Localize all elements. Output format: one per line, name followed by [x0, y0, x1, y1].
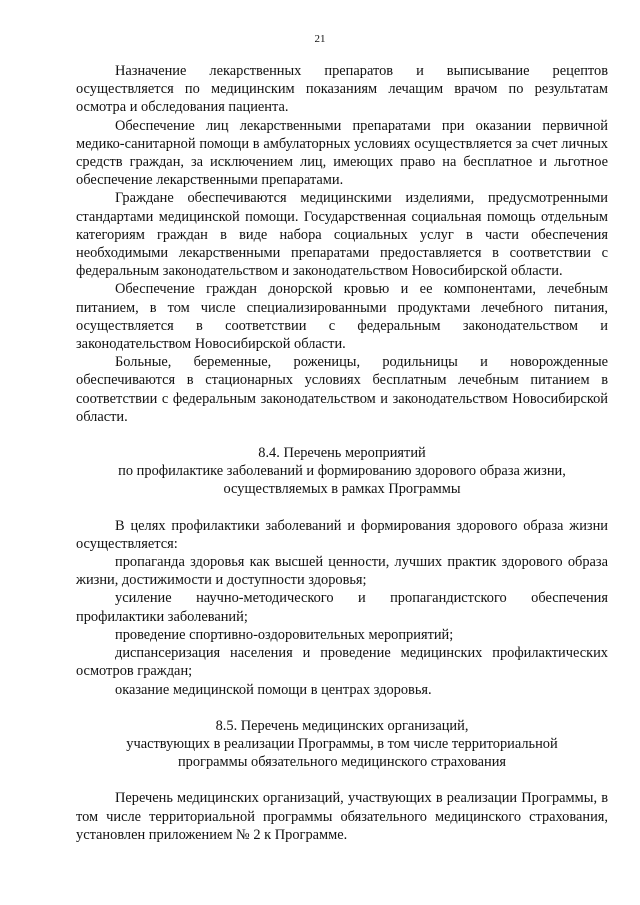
heading-line: осуществляемых в рамках Программы [223, 481, 461, 498]
list-item-methodical-support: усиление научно-методического и пропагандистского обеспечения профилактики заболеваний; [76, 590, 608, 625]
heading-line: 8.4. Перечень мероприятий [258, 445, 426, 462]
paragraph-prescription: Назначение лекарственных препаратов и выписывание рецептов осуществляется по медицинским показаниям лечащим врачом по результатам осмотра и обследования пациента. [76, 63, 608, 116]
paragraph-prevention-intro: В целях профилактики заболеваний и формирования здорового образа жизни осуществляется: [76, 517, 608, 552]
heading-line: участвующих в реализации Программы, в том числе территориальной [126, 735, 558, 752]
list-item-dispensary-exams: диспансеризация населения и проведение медицинских профилактических осмотров граждан; [76, 645, 608, 680]
heading-line: программы обязательного медицинского страхования [177, 754, 507, 771]
section-heading-8-4 [76, 444, 608, 499]
heading-line: 8.5. Перечень медицинских организаций, [215, 717, 469, 734]
paragraph-medical-organizations-list: Перечень медицинских организаций, участвующих в реализации Программы, в том числе территориальной программы обязательного медицинского страхования, установлен приложением № 2 к Программе. [76, 790, 608, 843]
page-number: 21 [314, 33, 326, 45]
heading-line: по профилактике заболеваний и формированию здорового образа жизни, [118, 463, 566, 480]
paragraph-donor-blood: Обеспечение граждан донорской кровью и ее компонентами, лечебным питанием, в том числе специализированными продуктами лечебного питания, осуществляется в соответствии с федеральным законодательством и законодательством Новосибирской области. [76, 281, 608, 353]
paragraph-medical-devices: Граждане обеспечиваются медицинскими изделиями, предусмотренными стандартами медицинской помощи. Государственная социальная помощь отдельным категориям граждан в виде набора социальных услуг в части обеспечения необходимыми лекарственными препаратами предоставляется в соответствии с федеральным законодательством и законодательством Новосибирской области. [76, 190, 608, 280]
section-heading-8-5 [76, 717, 608, 772]
paragraph-inpatient-nutrition: Больные, беременные, роженицы, родильницы и новорожденные обеспечиваются в стационарных условиях бесплатным лечебным питанием в соответствии с федеральным законодательством и законодательством Новосибирской области. [76, 354, 608, 425]
list-item-health-promotion: пропаганда здоровья как высшей ценности, лучших практик здорового образа жизни, достижимости и доступности здоровья; [76, 554, 608, 589]
paragraph-outpatient-drugs: Обеспечение лиц лекарственными препаратами при оказании первичной медико-санитарной помощи в амбулаторных условиях осуществляется за счет личных средств граждан, за исключением лиц, имеющих право на бесплатное и льготное обеспечение лекарственными препаратами. [76, 117, 608, 189]
list-item-health-centers: оказание медицинской помощи в центрах здоровья. [115, 681, 432, 698]
list-item-sports-events: проведение спортивно-оздоровительных мероприятий; [115, 626, 454, 643]
document-body [76, 62, 608, 844]
